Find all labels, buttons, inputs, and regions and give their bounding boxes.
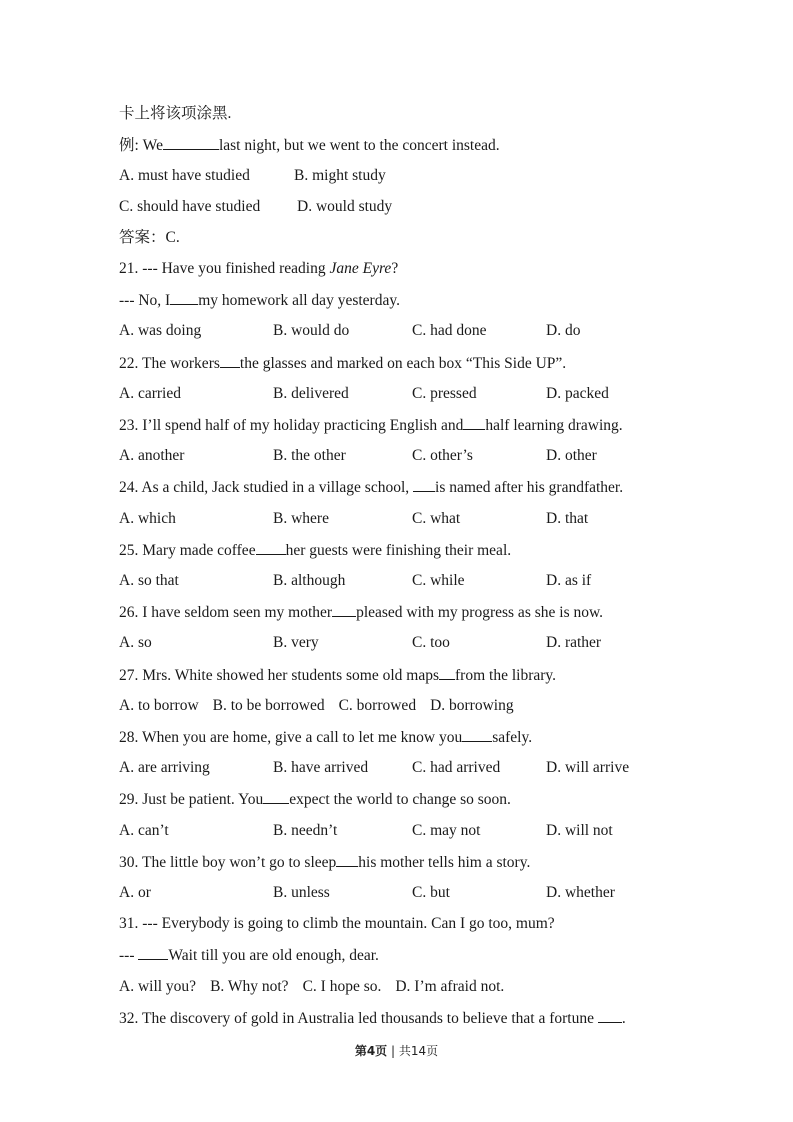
question-number: 25. [119,542,139,559]
answer-blank [163,135,219,150]
option-c: C. had done [412,322,487,339]
option-a: A. which [119,510,176,527]
option-c: C. other’s [412,447,473,464]
question-text: Mary made coffee [142,542,256,559]
option-d: D. other [546,447,597,464]
question-27-options [119,696,679,716]
question-23-line [119,415,623,436]
example-option-b: B. might study [294,167,386,184]
question-number: 26. [119,604,139,621]
option-d: D. will arrive [546,759,630,776]
question-text: my homework all day yesterday. [198,292,400,309]
page-current: 第4页 [354,1044,388,1058]
answer-blank [263,789,289,804]
answer-blank [170,290,198,305]
question-text: pleased with my progress as she is now. [356,604,604,621]
answer-blank [220,353,240,368]
question-24-line [119,477,623,498]
example-options-row-2 [119,197,679,217]
example-answer: 答案：C. [119,229,180,246]
question-22-options [119,384,679,404]
example-options-row-1 [119,166,679,186]
question-27-line [119,665,556,686]
option-d: D. rather [546,634,602,651]
question-text: As a child, Jack studied in a village school, [141,479,414,496]
option-c: C. I hope so. [302,978,382,995]
question-number: 21. [119,260,139,277]
page-total: 共14页 [398,1044,439,1058]
question-28-options [119,758,679,778]
answer-blank [598,1008,622,1023]
option-a: A. to borrow [119,697,199,714]
question-text: --- Everybody is going to climb the mountain. Can I go too, mum? [142,915,555,932]
option-b: B. needn’t [273,822,338,839]
question-25-line [119,540,511,561]
option-a: A. carried [119,385,181,402]
example-option-c: C. should have studied [119,198,261,215]
page-footer [0,1042,793,1059]
option-c: C. while [412,572,465,589]
option-a: A. another [119,447,185,464]
option-c: C. what [412,510,461,527]
question-text: Mrs. White showed her students some old maps [142,667,440,684]
option-d: D. whether [546,884,615,901]
question-text: ? [391,260,399,277]
question-number: 28. [119,729,139,746]
option-a: A. can’t [119,822,169,839]
option-a: A. so [119,634,152,651]
option-b: B. although [273,572,346,589]
question-text: her guests were finishing their meal. [285,542,512,559]
question-number: 30. [119,854,139,871]
option-a: A. was doing [119,322,202,339]
option-d: D. do [546,322,581,339]
answer-blank [256,540,286,555]
question-26-line [119,602,603,623]
page-separator: | [391,1044,396,1058]
option-c: C. had arrived [412,759,501,776]
option-d: D. as if [546,572,592,589]
option-a: A. or [119,884,151,901]
option-b: B. delivered [273,385,349,402]
option-d: D. I’m afraid not. [395,978,505,995]
question-text: I’ll spend half of my holiday practicing English and [142,417,464,434]
answer-blank [439,665,455,680]
question-number: 32. [119,1010,139,1027]
question-31-line [119,914,555,934]
question-text: --- Have you finished reading [142,260,330,277]
question-text: expect the world to change so soon. [289,791,511,808]
example-option-d: D. would study [297,198,393,215]
option-b: B. Why not? [210,978,289,995]
option-b: B. very [273,634,319,651]
option-c: C. borrowed [338,697,417,714]
question-text: The little boy won’t go to sleep [141,854,337,871]
question-28-line [119,727,532,748]
option-b: B. would do [273,322,350,339]
option-c: C. pressed [412,385,477,402]
question-21-line [119,290,400,311]
answer-blank [138,945,168,960]
question-31-line [119,945,379,966]
option-a: A. are arriving [119,759,210,776]
question-text: . [621,1010,626,1027]
option-b: B. to be borrowed [212,697,325,714]
question-text: Just be patient. You [142,791,264,808]
question-text: the glasses and marked on each box “This Side UP”. [239,355,567,372]
question-text: safely. [492,729,533,746]
example-option-a: A. must have studied [119,167,250,184]
option-a: A. will you? [119,978,197,995]
example-prefix: 例: We [119,137,163,154]
option-c: C. too [412,634,450,651]
question-text: from the library. [455,667,557,684]
question-text: is named after his grandfather. [435,479,624,496]
option-a: A. so that [119,572,179,589]
question-21-options [119,321,679,341]
answer-blank [413,477,435,492]
question-32-line [119,1008,626,1029]
question-23-options [119,446,679,466]
question-text: --- No, I [119,292,171,309]
answer-blank [336,852,358,867]
intro-tail: 卡上将该项涂黑. [119,105,232,122]
option-b: B. where [273,510,329,527]
option-c: C. may not [412,822,481,839]
question-30-options [119,883,679,903]
question-24-options [119,509,679,529]
question-text: When you are home, give a call to let me know you [141,729,463,746]
example-stem [119,135,500,156]
question-text: half learning drawing. [485,417,623,434]
question-text: --- [119,947,139,964]
question-26-options [119,633,679,653]
answer-blank [332,602,356,617]
question-text: his mother tells him a story. [358,854,531,871]
question-number: 22. [119,355,139,372]
question-29-options [119,821,679,841]
question-text: I have seldom seen my mother [142,604,333,621]
example-suffix: last night, but we went to the concert instead. [218,137,500,154]
question-30-line [119,852,530,873]
question-number: 24. [119,479,139,496]
option-d: D. will not [546,822,613,839]
option-b: B. unless [273,884,330,901]
book-title: Jane Eyre [329,260,392,277]
question-text: The discovery of gold in Australia led thousands to believe that a fortune [141,1010,598,1027]
question-number: 23. [119,417,139,434]
option-d: D. that [546,510,589,527]
question-21-line [119,259,398,279]
option-b: B. the other [273,447,346,464]
question-number: 27. [119,667,139,684]
question-29-line [119,789,511,810]
option-d: D. borrowing [430,697,514,714]
option-d: D. packed [546,385,609,402]
question-number: 31. [119,915,139,932]
answer-blank [462,727,492,742]
question-text: Wait till you are old enough, dear. [168,947,379,964]
question-text: The workers [141,355,220,372]
question-25-options [119,571,679,591]
option-b: B. have arrived [273,759,369,776]
question-22-line [119,353,566,374]
question-number: 29. [119,791,139,808]
answer-blank [463,415,485,430]
question-31-options [119,977,679,997]
option-c: C. but [412,884,450,901]
